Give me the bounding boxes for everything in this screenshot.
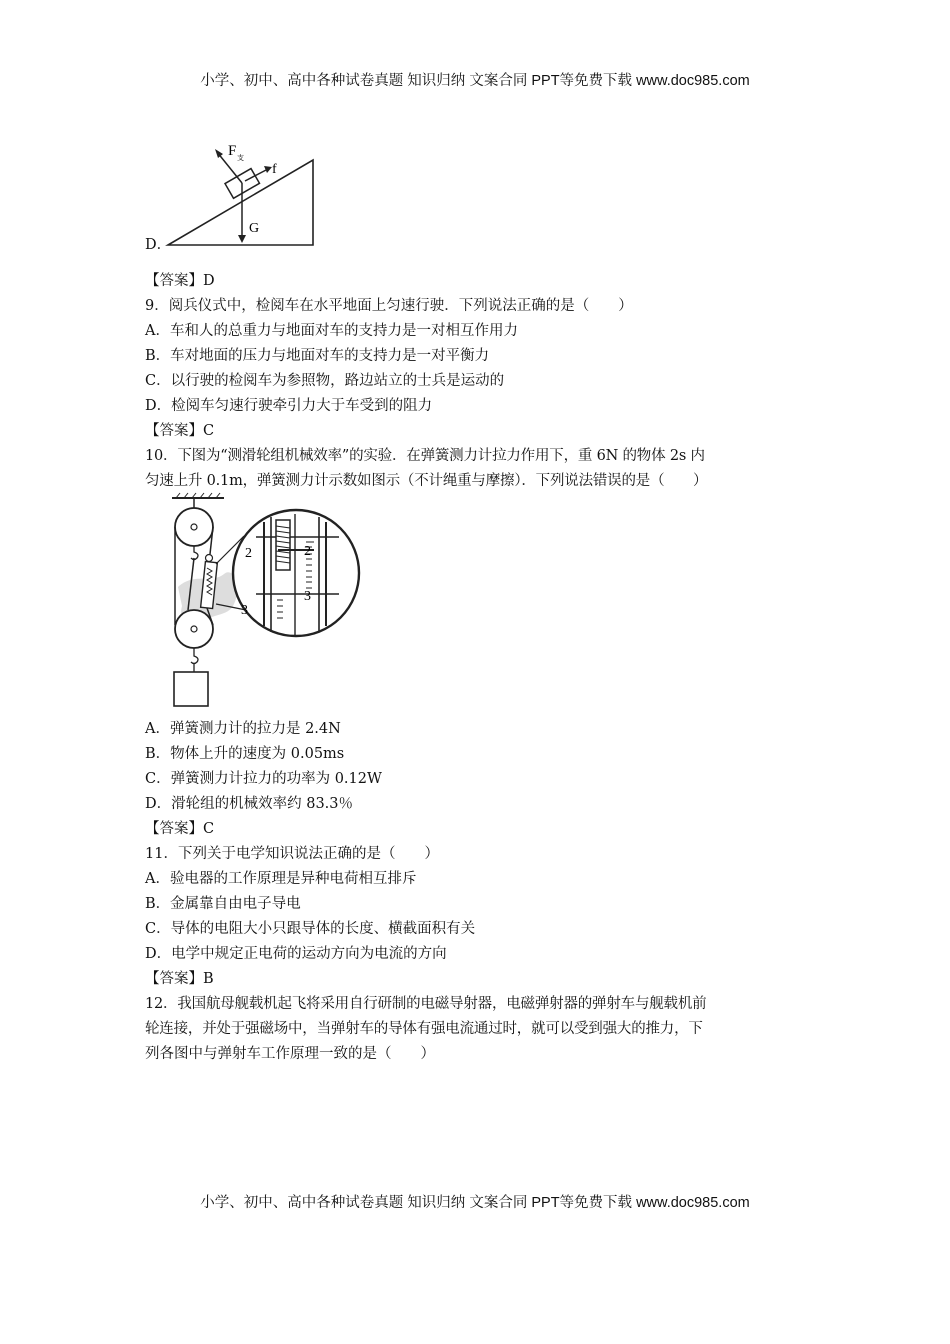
q11-option-a: A．验电器的工作原理是异种电荷相互排斥 — [145, 871, 417, 887]
incline-ramp — [168, 160, 313, 245]
gravity-label: G — [249, 221, 260, 236]
friction-label: f — [272, 162, 277, 177]
movable-pulley-hook — [191, 648, 198, 664]
q10-answer: 【答案】C — [145, 821, 215, 837]
q12-stem-line2: 轮连接，并处于强磁场中，当弹射车的导体有强电流通过时，就可以受到强大的推力，下 — [145, 1021, 703, 1037]
q11-answer: 【答案】B — [145, 971, 214, 987]
q11-option-b: B．金属靠自由电子导电 — [145, 896, 301, 912]
q9-option-a: A．车和人的总重力与地面对车的支持力是一对相互作用力 — [145, 323, 518, 339]
q12-stem-line3: 列各图中与弹射车工作原理一致的是（ ） — [145, 1046, 435, 1062]
page-footer: 小学、初中、高中各种试卷真题 知识归纳 文案合同 PPT等免费下载 www.doc985.com — [200, 1195, 750, 1211]
q9-option-d: D．检阅车匀速行驶牵引力大于车受到的阻力 — [145, 398, 433, 414]
incline-force-diagram — [165, 140, 365, 250]
q11-stem: 11．下列关于电学知识说法正确的是（ ） — [145, 846, 439, 862]
q10-option-b: B．物体上升的速度为 0.05ms — [145, 746, 345, 762]
pulley-spring-scale-diagram — [164, 492, 384, 710]
q8-answer: 【答案】D — [145, 273, 215, 289]
spring-scale-ring — [206, 555, 213, 562]
fixed-pulley — [175, 508, 213, 546]
support-force-subscript: 支 — [237, 154, 244, 162]
q9-answer: 【答案】C — [145, 423, 215, 439]
q10-option-c: C．弹簧测力计拉力的功率为 0.12W — [145, 771, 382, 787]
q10-option-a: A．弹簧测力计的拉力是 2.4N — [145, 721, 341, 737]
magnified-scale-mark-upper: 2 — [245, 546, 252, 561]
weight-block — [174, 672, 208, 706]
fixed-pulley-hook — [191, 546, 198, 560]
magnified-view — [233, 510, 359, 636]
q11-option-d: D．电学中规定正电荷的运动方向为电流的方向 — [145, 946, 447, 962]
page-header: 小学、初中、高中各种试卷真题 知识归纳 文案合同 PPT等免费下载 www.doc985.com — [200, 73, 750, 89]
friction-arrowhead — [264, 166, 272, 173]
q9-stem: 9．阅兵仪式中，检阅车在水平地面上匀速行驶．下列说法正确的是（ ） — [145, 298, 633, 314]
magnified-scale-mark-upper-right: 2 — [304, 544, 311, 559]
movable-pulley — [175, 610, 213, 648]
q8-option-d-label: D． — [145, 237, 172, 253]
q10-stem-line2: 匀速上升 0.1m，弹簧测力计示数如图示（不计绳重与摩擦）．下列说法错误的是（ ） — [145, 473, 708, 489]
magnified-scale-mark-lower-right: 3 — [304, 589, 311, 604]
q10-option-d: D．滑轮组的机械效率约 83.3％ — [145, 796, 354, 812]
support-force-label: F — [228, 143, 237, 159]
q12-stem-line1: 12．我国航母舰载机起飞将采用自行研制的电磁导射器，电磁弹射器的弹射车与舰载机前 — [145, 996, 707, 1012]
magnified-scale-mark-lower: 3 — [241, 603, 248, 618]
q9-option-b: B．车对地面的压力与地面对车的支持力是一对平衡力 — [145, 348, 490, 364]
q11-option-c: C．导体的电阻大小只跟导体的长度、横截面积有关 — [145, 921, 476, 937]
q10-stem-line1: 10．下图为“测滑轮组机械效率”的实验．在弹簧测力计拉力作用下，重 6N 的物体 2s 内 — [145, 448, 705, 464]
q9-option-c: C．以行驶的检阅车为参照物，路边站立的士兵是运动的 — [145, 373, 505, 389]
support-force-arrowhead — [215, 149, 223, 158]
